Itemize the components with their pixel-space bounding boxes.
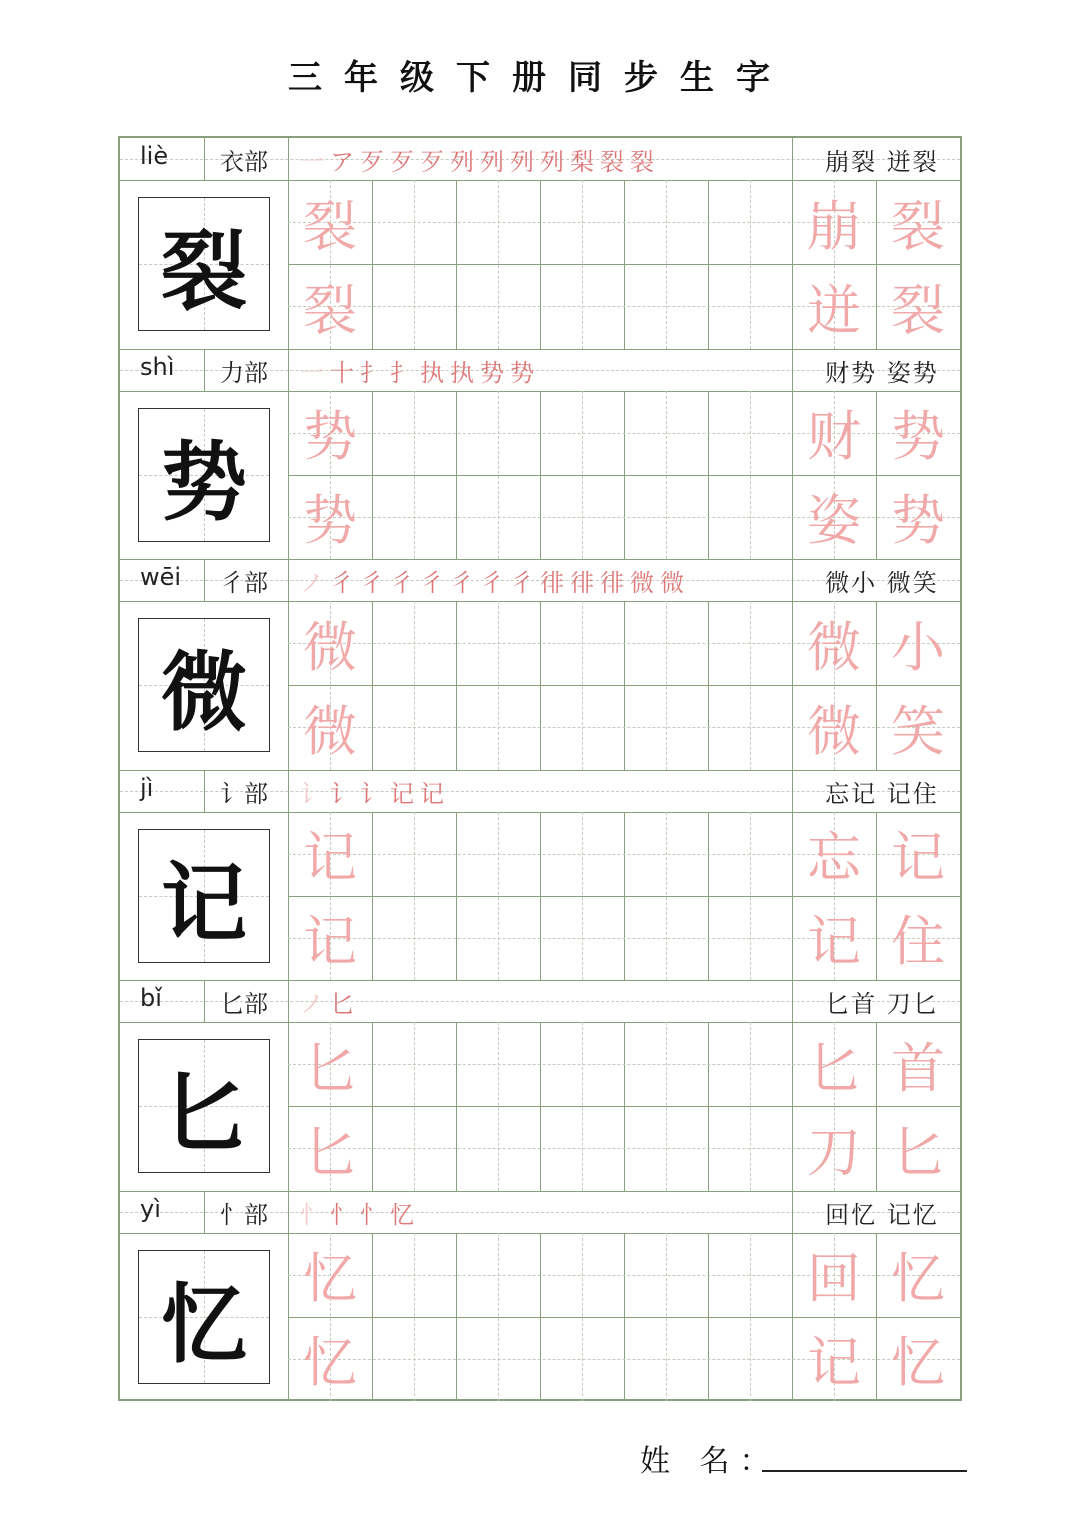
writing-cell[interactable] — [708, 475, 792, 559]
writing-cell[interactable] — [540, 1106, 624, 1190]
page-title: 三年级下册同步生字 — [288, 58, 792, 98]
stroke-step: 一 — [300, 148, 330, 176]
model-character-box — [138, 408, 270, 542]
trace-character: 裂 — [303, 278, 357, 342]
stroke-step: 彳 — [450, 569, 480, 597]
writing-cell[interactable] — [708, 1317, 792, 1401]
trace-character: 记 — [303, 826, 357, 889]
trace-character: 忆 — [303, 1331, 357, 1394]
trace-character: 记 — [303, 910, 357, 973]
writing-cell[interactable] — [624, 475, 708, 559]
trace-word-character: 势 — [891, 405, 945, 468]
writing-cell[interactable] — [624, 1022, 708, 1106]
writing-cell[interactable] — [372, 264, 456, 348]
writing-cell[interactable] — [624, 1233, 708, 1317]
stroke-step: 彳 — [390, 569, 420, 597]
writing-cell[interactable] — [540, 180, 624, 264]
stroke-step: 忆 — [390, 1200, 420, 1229]
writing-cell[interactable] — [372, 1106, 456, 1190]
writing-cell[interactable] — [372, 601, 456, 685]
example-words: 崩裂 迸裂 — [825, 148, 939, 176]
trace-character: 微 — [303, 615, 357, 679]
stroke-step: 列 — [450, 148, 480, 176]
writing-cell[interactable] — [540, 1022, 624, 1106]
example-words: 微小 微笑 — [825, 569, 939, 597]
stroke-step: 匕 — [330, 990, 360, 1018]
character-block — [120, 770, 960, 981]
trace-word-character: 忘 — [807, 826, 861, 889]
radical-label: 讠部 — [220, 779, 268, 808]
stroke-step: 梨 — [570, 148, 600, 176]
writing-cell[interactable] — [708, 685, 792, 769]
trace-word-character: 记 — [807, 910, 861, 973]
trace-character: 势 — [303, 405, 357, 468]
trace-word-character: 财 — [807, 405, 861, 468]
stroke-step: 彳 — [330, 569, 360, 597]
stroke-step: 彳 — [510, 569, 540, 597]
model-character-box — [138, 1250, 270, 1384]
stroke-step: 歹 — [420, 148, 450, 176]
worksheet-grid — [118, 136, 962, 1401]
trace-word-character: 住 — [891, 910, 945, 973]
trace-word-character: 刀 — [807, 1120, 861, 1184]
writing-cell[interactable] — [624, 1106, 708, 1190]
model-character: 匕 — [161, 1063, 247, 1164]
writing-cell[interactable] — [456, 685, 540, 769]
stroke-order — [300, 353, 790, 388]
radical-label: 彳部 — [220, 569, 268, 597]
stroke-order — [300, 563, 790, 598]
stroke-step: ア — [330, 148, 360, 176]
stroke-step: 裂 — [600, 148, 630, 176]
writing-cell[interactable] — [540, 475, 624, 559]
writing-cell[interactable] — [372, 475, 456, 559]
trace-word-character: 裂 — [891, 194, 945, 258]
writing-cell[interactable] — [540, 685, 624, 769]
writing-cell[interactable] — [372, 180, 456, 264]
pinyin: yì — [140, 1194, 161, 1223]
writing-cell[interactable] — [372, 896, 456, 980]
writing-cell[interactable] — [708, 180, 792, 264]
example-words: 财势 姿势 — [825, 358, 939, 387]
writing-cell[interactable] — [708, 601, 792, 685]
trace-word-character: 姿 — [807, 489, 861, 552]
writing-cell[interactable] — [708, 1022, 792, 1106]
writing-cell[interactable] — [372, 1317, 456, 1401]
model-character: 裂 — [161, 221, 247, 322]
writing-cell[interactable] — [372, 685, 456, 769]
character-block — [120, 559, 960, 770]
stroke-step: 歹 — [360, 148, 390, 176]
writing-cell[interactable] — [624, 391, 708, 475]
writing-cell[interactable] — [540, 391, 624, 475]
writing-cell[interactable] — [456, 601, 540, 685]
writing-cell[interactable] — [456, 180, 540, 264]
character-block — [120, 349, 960, 560]
trace-character: 裂 — [303, 194, 357, 258]
stroke-step: 讠 — [300, 779, 330, 808]
radical-label: 力部 — [220, 358, 268, 387]
writing-cell[interactable] — [708, 1233, 792, 1317]
trace-word-character: 微 — [807, 699, 861, 763]
model-character-box — [138, 197, 270, 331]
writing-cell[interactable] — [624, 601, 708, 685]
writing-cell[interactable] — [708, 812, 792, 896]
stroke-step: 歹 — [390, 148, 420, 176]
writing-cell[interactable] — [708, 896, 792, 980]
stroke-step: 讠 — [330, 779, 360, 808]
writing-cell[interactable] — [456, 812, 540, 896]
stroke-step: 微 — [630, 569, 660, 597]
model-character-box — [138, 1039, 270, 1173]
writing-cell[interactable] — [372, 1022, 456, 1106]
radical-label: 忄部 — [220, 1200, 268, 1229]
pinyin: bǐ — [140, 984, 162, 1012]
pinyin: jì — [140, 773, 154, 802]
name-label: 姓 名： — [640, 1444, 780, 1479]
stroke-step: 势 — [510, 358, 540, 387]
writing-cell[interactable] — [540, 264, 624, 348]
trace-word-character: 记 — [891, 826, 945, 889]
trace-word-character: 回 — [807, 1247, 861, 1310]
stroke-step: 忄 — [360, 1200, 390, 1229]
model-character: 记 — [161, 852, 247, 954]
example-words: 匕首 刀匕 — [825, 990, 939, 1018]
stroke-step: ノ — [300, 990, 330, 1018]
stroke-step: 执 — [420, 358, 450, 387]
trace-word-character: 首 — [891, 1036, 945, 1100]
writing-cell[interactable] — [456, 1233, 540, 1317]
trace-character: 忆 — [303, 1247, 357, 1310]
trace-word-character: 笑 — [891, 699, 945, 763]
stroke-step: 忄 — [300, 1200, 330, 1229]
character-block — [120, 138, 960, 349]
example-words: 忘记 记住 — [825, 779, 939, 808]
writing-cell[interactable] — [708, 264, 792, 348]
stroke-step: 徘 — [540, 569, 570, 597]
model-character: 微 — [161, 642, 247, 743]
stroke-step: 列 — [480, 148, 510, 176]
stroke-step: 扌 — [390, 358, 420, 387]
trace-word-character: 势 — [891, 489, 945, 552]
example-words: 回忆 记忆 — [825, 1200, 939, 1229]
pinyin: wēi — [140, 563, 182, 591]
model-character: 忆 — [161, 1273, 247, 1375]
trace-word-character: 匕 — [807, 1036, 861, 1100]
stroke-step: 裂 — [630, 148, 660, 176]
stroke-step: 徘 — [600, 569, 630, 597]
trace-word-character: 记 — [807, 1331, 861, 1394]
writing-cell[interactable] — [540, 601, 624, 685]
trace-word-character: 忆 — [891, 1247, 945, 1310]
model-character-box — [138, 618, 270, 752]
radical-label: 衣部 — [220, 148, 268, 176]
trace-word-character: 微 — [807, 615, 861, 679]
writing-cell[interactable] — [372, 1233, 456, 1317]
stroke-step: 势 — [480, 358, 510, 387]
stroke-order — [300, 984, 790, 1019]
writing-cell[interactable] — [624, 180, 708, 264]
stroke-step: 记 — [420, 779, 450, 808]
character-block — [120, 980, 960, 1191]
writing-cell[interactable] — [708, 1106, 792, 1190]
stroke-order — [300, 1195, 790, 1230]
pinyin: shì — [140, 352, 175, 381]
writing-cell[interactable] — [540, 1233, 624, 1317]
stroke-step: 列 — [540, 148, 570, 176]
trace-character: 势 — [303, 489, 357, 552]
writing-cell[interactable] — [456, 1317, 540, 1401]
trace-character: 微 — [303, 699, 357, 763]
stroke-step: ノ — [300, 569, 330, 597]
writing-cell[interactable] — [540, 1317, 624, 1401]
pinyin: liè — [140, 142, 169, 170]
stroke-step: 彳 — [420, 569, 450, 597]
writing-cell[interactable] — [372, 391, 456, 475]
trace-word-character: 小 — [891, 615, 945, 679]
stroke-order — [300, 774, 790, 809]
writing-cell[interactable] — [624, 685, 708, 769]
writing-cell[interactable] — [456, 264, 540, 348]
stroke-step: 记 — [390, 779, 420, 808]
stroke-step: 一 — [300, 358, 330, 387]
stroke-step: 徘 — [570, 569, 600, 597]
trace-word-character: 裂 — [891, 278, 945, 342]
radical-label: 匕部 — [220, 990, 268, 1018]
stroke-step: 彳 — [480, 569, 510, 597]
writing-cell[interactable] — [624, 812, 708, 896]
writing-cell[interactable] — [624, 1317, 708, 1401]
character-block — [120, 1191, 960, 1402]
writing-cell[interactable] — [540, 812, 624, 896]
trace-character: 匕 — [303, 1036, 357, 1100]
stroke-step: 微 — [660, 569, 690, 597]
stroke-step: 彳 — [360, 569, 390, 597]
trace-word-character: 匕 — [891, 1120, 945, 1184]
stroke-step: 忄 — [330, 1200, 360, 1229]
writing-cell[interactable] — [624, 264, 708, 348]
writing-cell[interactable] — [624, 896, 708, 980]
trace-character: 匕 — [303, 1120, 357, 1184]
stroke-order — [300, 142, 790, 177]
model-character-box — [138, 829, 270, 963]
stroke-step: 讠 — [360, 779, 390, 808]
writing-cell[interactable] — [372, 812, 456, 896]
writing-cell[interactable] — [456, 1106, 540, 1190]
stroke-step: 列 — [510, 148, 540, 176]
writing-cell[interactable] — [456, 896, 540, 980]
trace-word-character: 崩 — [807, 194, 861, 258]
trace-word-character: 忆 — [891, 1331, 945, 1394]
writing-cell[interactable] — [708, 391, 792, 475]
writing-cell[interactable] — [540, 896, 624, 980]
stroke-step: 十 — [330, 358, 360, 387]
model-character: 势 — [161, 431, 247, 533]
stroke-step: 执 — [450, 358, 480, 387]
writing-cell[interactable] — [456, 1022, 540, 1106]
stroke-step: 扌 — [360, 358, 390, 387]
writing-cell[interactable] — [456, 475, 540, 559]
trace-word-character: 迸 — [807, 278, 861, 342]
name-input-line[interactable] — [762, 1440, 967, 1472]
writing-cell[interactable] — [456, 391, 540, 475]
